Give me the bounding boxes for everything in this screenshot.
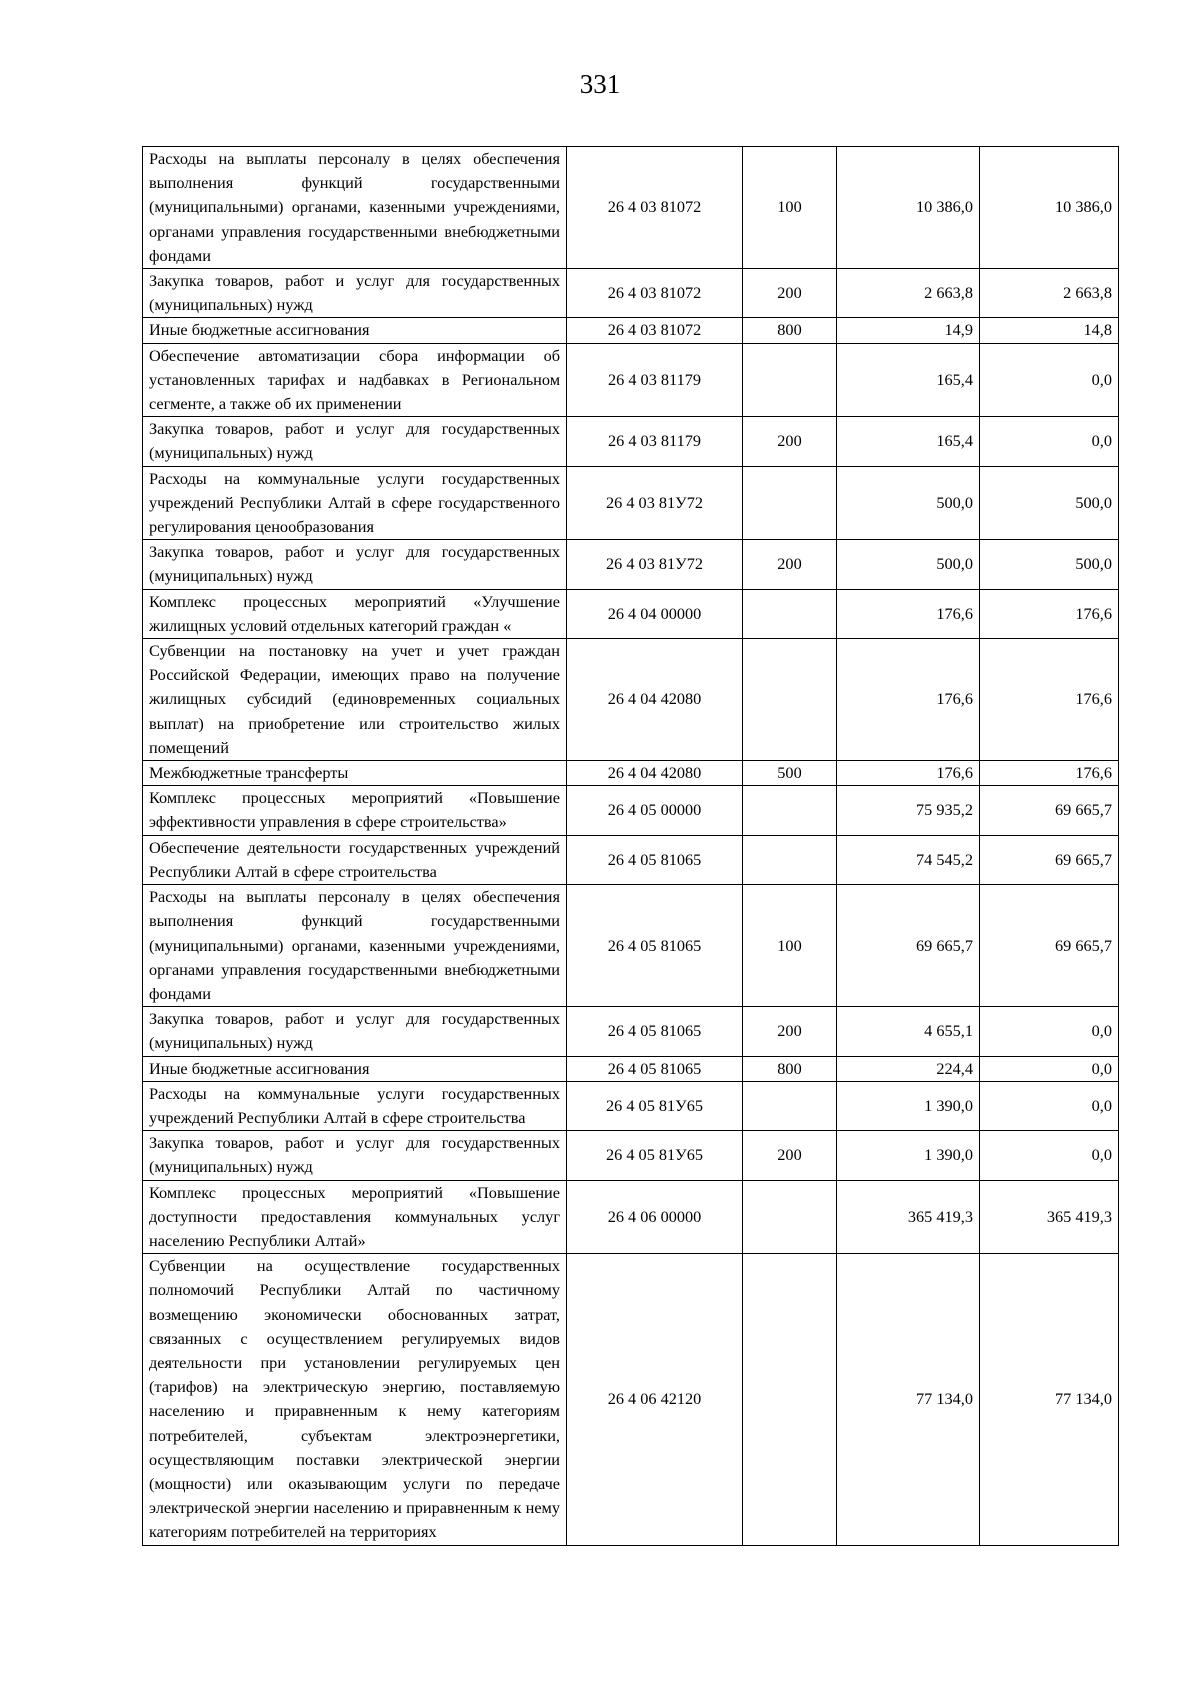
- expense-type-code: [743, 343, 837, 417]
- target-article-code: 26 4 04 00000: [567, 589, 743, 638]
- amount-second: 0,0: [980, 1007, 1119, 1056]
- amount-first: 77 134,0: [837, 1254, 980, 1545]
- amount-first: 75 935,2: [837, 786, 980, 835]
- amount-second: 0,0: [980, 1056, 1119, 1081]
- budget-table: [142, 146, 1119, 1546]
- expense-description: Субвенции на осуществление государственных полномочий Республики Алтай по частичному возмещению экономически обоснованных затрат, связанных с осуществлением регулируемых видов деятельности при установлении регулируемых цен (тарифов) на электрическую энергию, поставляемую населению и приравненным к нему категориям потребителей, субъектам электроэнергетики, осуществляющим поставки электрической энергии (мощности) или оказывающим услуги по передаче электрической энергии населению и приравненным к нему категориям потребителей на территориях: [143, 1254, 567, 1545]
- target-article-code: 26 4 05 81065: [567, 835, 743, 884]
- expense-type-code: [743, 835, 837, 884]
- table-row: [143, 343, 1119, 417]
- table-row: [143, 1180, 1119, 1254]
- target-article-code: 26 4 06 42120: [567, 1254, 743, 1545]
- expense-type-code: 200: [743, 540, 837, 589]
- target-article-code: 26 4 03 81У72: [567, 466, 743, 540]
- amount-first: 10 386,0: [837, 147, 980, 269]
- amount-second: 176,6: [980, 589, 1119, 638]
- expense-description: Иные бюджетные ассигнования: [143, 318, 567, 343]
- amount-second: 69 665,7: [980, 835, 1119, 884]
- target-article-code: 26 4 04 42080: [567, 761, 743, 786]
- amount-second: 0,0: [980, 343, 1119, 417]
- expense-description: Комплекс процессных мероприятий «Повышение доступности предоставления коммунальных услуг населению Республики Алтай»: [143, 1180, 567, 1254]
- table-row: [143, 147, 1119, 269]
- expense-type-code: 200: [743, 1007, 837, 1056]
- target-article-code: 26 4 03 81179: [567, 417, 743, 466]
- amount-first: 14,9: [837, 318, 980, 343]
- expense-type-code: [743, 466, 837, 540]
- table-row: [143, 466, 1119, 540]
- expense-description: Иные бюджетные ассигнования: [143, 1056, 567, 1081]
- amount-first: 176,6: [837, 589, 980, 638]
- budget-table-body: [143, 147, 1119, 1546]
- expense-description: Расходы на выплаты персоналу в целях обеспечения выполнения функций государственными (муниципальными) органами, казенными учреждениями, органами управления государственными внебюджетными фондами: [143, 147, 567, 269]
- amount-second: 14,8: [980, 318, 1119, 343]
- table-row: [143, 639, 1119, 761]
- expense-type-code: [743, 1081, 837, 1130]
- expense-type-code: 100: [743, 885, 837, 1007]
- page-number: 331: [579, 69, 621, 99]
- table-row: [143, 417, 1119, 466]
- amount-first: 165,4: [837, 343, 980, 417]
- amount-second: 365 419,3: [980, 1180, 1119, 1254]
- amount-first: 1 390,0: [837, 1081, 980, 1130]
- expense-type-code: 200: [743, 269, 837, 318]
- amount-second: 2 663,8: [980, 269, 1119, 318]
- amount-first: 69 665,7: [837, 885, 980, 1007]
- expense-description: Закупка товаров, работ и услуг для государственных (муниципальных) нужд: [143, 1007, 567, 1056]
- table-row: [143, 885, 1119, 1007]
- amount-second: 69 665,7: [980, 786, 1119, 835]
- expense-type-code: [743, 589, 837, 638]
- amount-first: 2 663,8: [837, 269, 980, 318]
- expense-type-code: 500: [743, 761, 837, 786]
- table-row: [143, 761, 1119, 786]
- amount-first: 500,0: [837, 540, 980, 589]
- expense-description: Закупка товаров, работ и услуг для государственных (муниципальных) нужд: [143, 540, 567, 589]
- amount-first: 1 390,0: [837, 1131, 980, 1180]
- expense-type-code: 200: [743, 417, 837, 466]
- target-article-code: 26 4 05 81У65: [567, 1131, 743, 1180]
- target-article-code: 26 4 05 81065: [567, 885, 743, 1007]
- target-article-code: 26 4 03 81072: [567, 147, 743, 269]
- amount-first: 4 655,1: [837, 1007, 980, 1056]
- expense-type-code: 800: [743, 318, 837, 343]
- expense-type-code: [743, 639, 837, 761]
- amount-first: 165,4: [837, 417, 980, 466]
- table-row: [143, 318, 1119, 343]
- table-row: [143, 589, 1119, 638]
- expense-type-code: 200: [743, 1131, 837, 1180]
- amount-second: 500,0: [980, 540, 1119, 589]
- expense-description: Расходы на коммунальные услуги государственных учреждений Республики Алтай в сфере государственного регулирования ценообразования: [143, 466, 567, 540]
- target-article-code: 26 4 03 81072: [567, 318, 743, 343]
- table-row: [143, 1081, 1119, 1130]
- target-article-code: 26 4 04 42080: [567, 639, 743, 761]
- target-article-code: 26 4 05 81У65: [567, 1081, 743, 1130]
- expense-description: Комплекс процессных мероприятий «Улучшение жилищных условий отдельных категорий граждан «: [143, 589, 567, 638]
- expense-type-code: 100: [743, 147, 837, 269]
- expense-description: Межбюджетные трансферты: [143, 761, 567, 786]
- amount-first: 500,0: [837, 466, 980, 540]
- amount-second: 500,0: [980, 466, 1119, 540]
- table-row: [143, 835, 1119, 884]
- amount-first: 365 419,3: [837, 1180, 980, 1254]
- table-row: [143, 1056, 1119, 1081]
- table-row: [143, 1254, 1119, 1545]
- target-article-code: 26 4 05 81065: [567, 1056, 743, 1081]
- expense-description: Закупка товаров, работ и услуг для государственных (муниципальных) нужд: [143, 1131, 567, 1180]
- expense-description: Комплекс процессных мероприятий «Повышение эффективности управления в сфере строительства»: [143, 786, 567, 835]
- expense-type-code: [743, 1180, 837, 1254]
- table-row: [143, 269, 1119, 318]
- expense-description: Расходы на выплаты персоналу в целях обеспечения выполнения функций государственными (муниципальными) органами, казенными учреждениями, органами управления государственными внебюджетными фондами: [143, 885, 567, 1007]
- amount-first: 176,6: [837, 639, 980, 761]
- target-article-code: 26 4 03 81072: [567, 269, 743, 318]
- amount-second: 0,0: [980, 1131, 1119, 1180]
- expense-type-code: [743, 1254, 837, 1545]
- amount-first: 224,4: [837, 1056, 980, 1081]
- amount-second: 69 665,7: [980, 885, 1119, 1007]
- target-article-code: 26 4 03 81У72: [567, 540, 743, 589]
- amount-first: 176,6: [837, 761, 980, 786]
- expense-type-code: 800: [743, 1056, 837, 1081]
- target-article-code: 26 4 05 81065: [567, 1007, 743, 1056]
- amount-second: 0,0: [980, 417, 1119, 466]
- table-row: [143, 1007, 1119, 1056]
- amount-second: 0,0: [980, 1081, 1119, 1130]
- table-row: [143, 786, 1119, 835]
- expense-description: Закупка товаров, работ и услуг для государственных (муниципальных) нужд: [143, 417, 567, 466]
- amount-first: 74 545,2: [837, 835, 980, 884]
- expense-description: Обеспечение деятельности государственных учреждений Республики Алтай в сфере строительства: [143, 835, 567, 884]
- table-row: [143, 1131, 1119, 1180]
- target-article-code: 26 4 05 00000: [567, 786, 743, 835]
- target-article-code: 26 4 03 81179: [567, 343, 743, 417]
- amount-second: 77 134,0: [980, 1254, 1119, 1545]
- target-article-code: 26 4 06 00000: [567, 1180, 743, 1254]
- expense-description: Расходы на коммунальные услуги государственных учреждений Республики Алтай в сфере строительства: [143, 1081, 567, 1130]
- table-row: [143, 540, 1119, 589]
- expense-description: Субвенции на постановку на учет и учет граждан Российской Федерации, имеющих право на получение жилищных субсидий (единовременных социальных выплат) на приобретение или строительство жилых помещений: [143, 639, 567, 761]
- amount-second: 176,6: [980, 761, 1119, 786]
- expense-type-code: [743, 786, 837, 835]
- expense-description: Закупка товаров, работ и услуг для государственных (муниципальных) нужд: [143, 269, 567, 318]
- amount-second: 10 386,0: [980, 147, 1119, 269]
- amount-second: 176,6: [980, 639, 1119, 761]
- expense-description: Обеспечение автоматизации сбора информации об установленных тарифах и надбавках в Региональном сегменте, а также об их применении: [143, 343, 567, 417]
